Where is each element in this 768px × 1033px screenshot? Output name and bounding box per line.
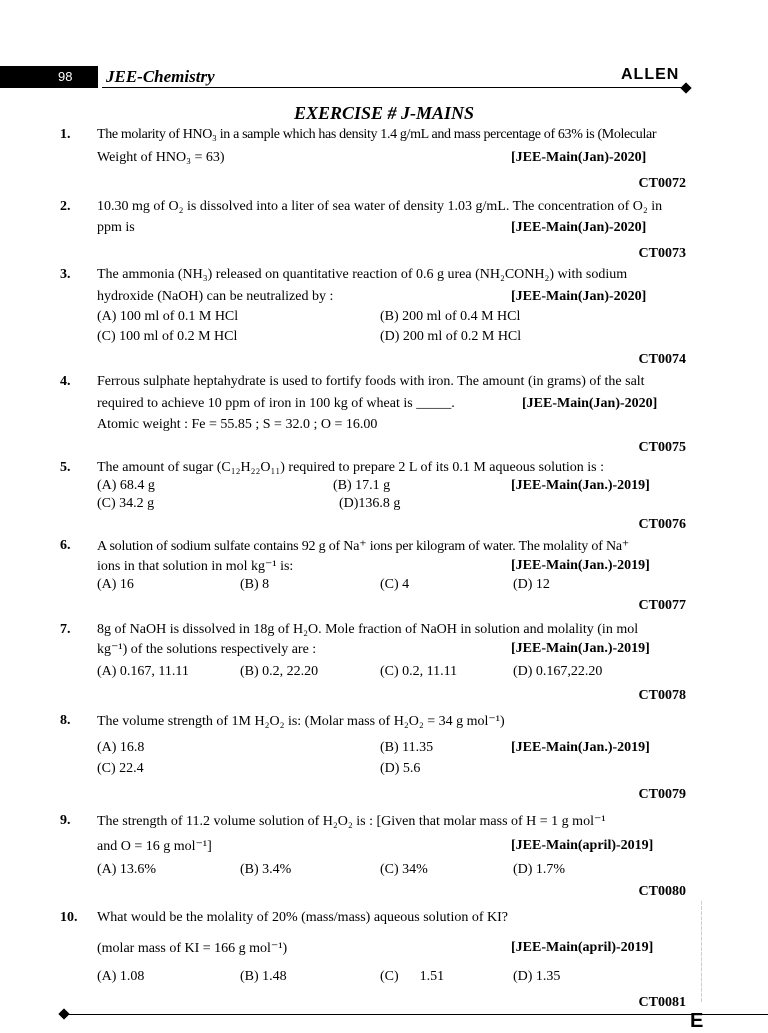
option-b: (B) 200 ml of 0.4 M HCl xyxy=(380,309,521,324)
option-d: (D) 1.35 xyxy=(513,969,561,984)
question-code: CT0074 xyxy=(638,352,686,367)
question-text: kg⁻¹) of the solutions respectively are : xyxy=(97,642,317,657)
question-text: ions in that solution in mol kg⁻¹ is: xyxy=(97,559,294,574)
option-d: (D) 1.7% xyxy=(513,862,566,877)
question-number: 6. xyxy=(60,538,71,553)
question-number: 9. xyxy=(60,813,71,828)
exam-tag: [JEE-Main(Jan)-2020] xyxy=(511,220,647,235)
question-text: required to achieve 10 ppm of iron in 100 kg of wheat is _____. xyxy=(97,396,455,411)
publisher-logo: ALLEN xyxy=(621,66,680,83)
option-b: (B) 0.2, 22.20 xyxy=(240,664,319,679)
option-b: (B) 1.48 xyxy=(240,969,287,984)
question-code: CT0080 xyxy=(638,884,686,899)
question-text: Ferrous sulphate heptahydrate is used to fortify foods with iron. The amount (in grams) of the salt xyxy=(97,374,645,389)
option-a: (A) 13.6% xyxy=(97,862,157,877)
question-number: 5. xyxy=(60,460,71,475)
option-c: (C) 100 ml of 0.2 M HCl xyxy=(97,329,238,344)
header-rule xyxy=(102,87,686,88)
question-text: 8g of NaOH is dissolved in 18g of H₂O. Mole fraction of NaOH in solution and molality (in mol xyxy=(97,622,639,637)
exam-tag: [JEE-Main(april)-2019] xyxy=(511,838,654,853)
exercise-title: EXERCISE # J-MAINS xyxy=(293,103,475,123)
side-file-path-strip: — — — — — — — — — — — — — — — — — — — — xyxy=(698,900,703,1002)
footer-rule xyxy=(64,1014,768,1015)
page-number-bar xyxy=(0,66,98,88)
option-a: (A) 0.167, 11.11 xyxy=(97,664,189,679)
question-code: CT0077 xyxy=(638,598,686,613)
option-a: (A) 100 ml of 0.1 M HCl xyxy=(97,309,239,324)
question-text: The volume strength of 1M H₂O₂ is: (Molar mass of H₂O₂ = 34 g mol⁻¹) xyxy=(97,714,505,729)
question-code: CT0081 xyxy=(638,995,686,1010)
question-text: and O = 16 g mol⁻¹] xyxy=(97,839,212,854)
option-a: (A) 16.8 xyxy=(97,740,145,755)
exam-tag: [JEE-Main(Jan)-2020] xyxy=(511,289,647,304)
question-text: The amount of sugar (C₁₂H₂₂O₁₁) required to prepare 2 L of its 0.1 M aqueous solution is : xyxy=(97,460,605,475)
question-text: Weight of HNO₃ = 63) xyxy=(97,150,225,165)
question-text: The ammonia (NH₃) released on quantitative reaction of 0.6 g urea (NH₂CONH₂) with sodium xyxy=(97,267,628,282)
option-b: (B) 8 xyxy=(240,577,270,592)
question-text: Atomic weight : Fe = 55.85 ; S = 32.0 ; O = 16.00 xyxy=(97,417,378,432)
book-title: JEE-Chemistry xyxy=(106,67,215,86)
question-text: ppm is xyxy=(97,220,135,235)
option-b: (B) 11.35 xyxy=(380,740,434,755)
exam-tag: [JEE-Main(Jan.)-2019] xyxy=(511,641,650,656)
question-number: 7. xyxy=(60,622,71,637)
question-code: CT0075 xyxy=(638,440,686,455)
question-text: (molar mass of KI = 166 g mol⁻¹) xyxy=(97,941,288,956)
option-b: (B) 3.4% xyxy=(240,862,292,877)
question-number: 1. xyxy=(60,127,71,142)
question-number: 4. xyxy=(60,374,71,389)
exam-tag: [JEE-Main(april)-2019] xyxy=(511,940,654,955)
question-code: CT0078 xyxy=(638,688,686,703)
question-text: hydroxide (NaOH) can be neutralized by : xyxy=(97,289,334,304)
option-c: (C) 22.4 xyxy=(97,761,144,776)
option-c: (C) 34% xyxy=(380,862,428,877)
question-text: A solution of sodium sulfate contains 92 g of Na⁺ ions per kilogram of water. The molality of Na⁺ xyxy=(97,539,630,554)
option-d: (D) 0.167,22.20 xyxy=(513,664,603,679)
question-code: CT0072 xyxy=(638,176,686,191)
option-d: (D) 200 ml of 0.2 M HCl xyxy=(380,329,522,344)
edition-mark: E xyxy=(690,1010,704,1032)
question-text: The strength of 11.2 volume solution of H₂O₂ is : [Given that molar mass of H = 1 g mol⁻¹ xyxy=(97,814,606,829)
question-code: CT0079 xyxy=(638,787,686,802)
option-d: (D) 12 xyxy=(513,577,550,592)
question-number: 10. xyxy=(60,910,78,925)
option-c: (C) 1.51 xyxy=(380,969,445,984)
question-code: CT0076 xyxy=(638,517,686,532)
header-diamond-icon xyxy=(680,82,691,93)
question-text: What would be the molality of 20% (mass/mass) aqueous solution of KI? xyxy=(97,910,508,925)
question-number: 8. xyxy=(60,713,71,728)
question-text: The molarity of HNO₃ in a sample which has density 1.4 g/mL and mass percentage of 63% is (Molecular xyxy=(97,127,657,142)
exam-tag: [JEE-Main(Jan)-2020] xyxy=(522,396,658,411)
option-d: (D)136.8 g xyxy=(339,496,401,511)
exam-tag: [JEE-Main(Jan.)-2019] xyxy=(511,558,650,573)
option-a: (A) 68.4 g xyxy=(97,478,155,493)
exam-tag: [JEE-Main(Jan)-2020] xyxy=(511,150,647,165)
option-c: (C) 0.2, 11.11 xyxy=(380,664,458,679)
option-c: (C) 34.2 g xyxy=(97,496,155,511)
option-c: (C) 4 xyxy=(380,577,410,592)
question-code: CT0073 xyxy=(638,246,686,261)
question-number: 2. xyxy=(60,199,71,214)
exam-tag: [JEE-Main(Jan.)-2019] xyxy=(511,740,650,755)
question-text: 10.30 mg of O₂ is dissolved into a liter of sea water of density 1.03 g/mL. The concentration of O₂ in xyxy=(97,199,663,214)
exam-tag: [JEE-Main(Jan.)-2019] xyxy=(511,478,650,493)
question-number: 3. xyxy=(60,267,71,282)
page-number: 98 xyxy=(58,69,73,84)
footer-diamond-icon xyxy=(58,1008,69,1019)
option-a: (A) 1.08 xyxy=(97,969,145,984)
option-d: (D) 5.6 xyxy=(380,761,421,776)
option-b: (B) 17.1 g xyxy=(333,478,391,493)
option-a: (A) 16 xyxy=(97,577,134,592)
